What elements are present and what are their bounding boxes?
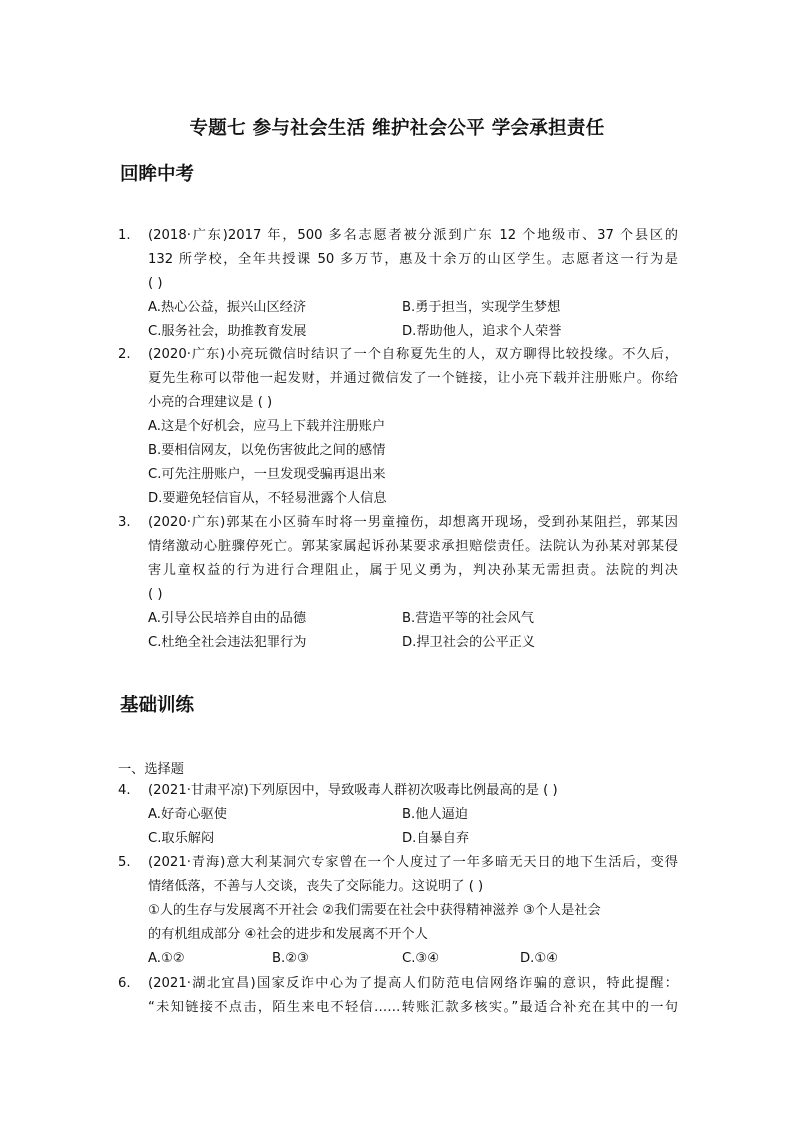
section-heading-basic-training: 基础训练 bbox=[120, 695, 195, 716]
option-d: D.①④ bbox=[520, 951, 558, 966]
option-a: A.①② bbox=[148, 951, 185, 966]
option-c: C.服务社会，助推教育发展 bbox=[148, 324, 307, 339]
option-b: B.②③ bbox=[272, 951, 309, 966]
option-a: A.好奇心驱使 bbox=[148, 807, 227, 822]
question-stem bbox=[148, 972, 678, 1020]
option-a: A.热心公益，振兴山区经济 bbox=[148, 300, 307, 315]
question-stem bbox=[148, 851, 678, 947]
options bbox=[148, 415, 678, 511]
question-6 bbox=[118, 972, 678, 1020]
question-2 bbox=[118, 343, 678, 511]
question-stem bbox=[148, 224, 678, 296]
option-a: A.这是个好机会，应马上下载并注册账户 bbox=[148, 419, 386, 434]
option-a: A.引导公民培养自由的品德 bbox=[148, 611, 307, 626]
question-4 bbox=[118, 779, 678, 851]
question-stem bbox=[148, 343, 678, 415]
question-number: 1. bbox=[118, 228, 131, 243]
option-d: D.帮助他人，追求个人荣誉 bbox=[402, 324, 562, 339]
answer-blank: ( ) bbox=[148, 587, 163, 602]
stem-line: (2020·广东)小亮玩微信时结识了一个自称夏先生的人，双方聊得比较投缘。不久后， bbox=[148, 347, 678, 362]
stem-line: 小亮的合理建议是 ( ) bbox=[148, 395, 273, 410]
option-d: D.捍卫社会的公平正义 bbox=[402, 635, 536, 650]
option-d: D.要避免轻信盲从，不轻易泄露个人信息 bbox=[148, 491, 387, 506]
stem-line: 132 所学校，全年共授课 50 多万节，惠及十余万的山区学生。志愿者这一行为是 bbox=[148, 252, 678, 267]
stem-line: (2021·甘肃平凉)下列原因中，导致吸毒人群初次吸毒比例最高的是 ( ) bbox=[148, 783, 558, 798]
question-3 bbox=[118, 511, 678, 655]
option-b: B.要相信网友，以免伤害彼此之间的感情 bbox=[148, 443, 386, 458]
stem-line: 夏先生称可以带他一起发财，并通过微信发了一个链接，让小亮下载并注册账户。你给 bbox=[148, 371, 678, 386]
question-1 bbox=[118, 224, 678, 344]
options bbox=[148, 947, 678, 971]
option-b: B.他人逼迫 bbox=[402, 807, 468, 822]
stem-line: (2021·湖北宜昌)国家反诈中心为了提高人们防范电信网络诈骗的意识，特此提醒： bbox=[148, 976, 678, 991]
option-c: C.杜绝全社会违法犯罪行为 bbox=[148, 635, 307, 650]
subsection-heading: 一、选择题 bbox=[118, 762, 184, 777]
question-number: 2. bbox=[118, 347, 131, 362]
stem-line: (2020·广东)郭某在小区骑车时将一男童撞伤，却想离开现场，受到孙某阻拦，郭某因 bbox=[148, 515, 678, 530]
question-5 bbox=[118, 851, 678, 971]
options bbox=[148, 803, 678, 851]
question-number: 3. bbox=[118, 515, 131, 530]
question-number: 4. bbox=[118, 783, 131, 798]
stem-line: ①人的生存与发展离不开社会 ②我们需要在社会中获得精神滋养 ③个人是社会 bbox=[148, 903, 601, 918]
question-number: 6. bbox=[118, 976, 131, 991]
option-b: B.营造平等的社会风气 bbox=[402, 611, 534, 626]
stem-line: 的有机组成部分 ④社会的进步和发展离不开个人 bbox=[148, 927, 428, 942]
page-title: 专题七 参与社会生活 维护社会公平 学会承担责任 bbox=[189, 118, 605, 139]
stem-line: (2018·广东)2017 年，500 多名志愿者被分派到广东 12 个地级市、37 个县区的 bbox=[148, 228, 678, 243]
question-stem bbox=[148, 779, 678, 803]
stem-line: 情绪激动心脏骤停死亡。郭某家属起诉孙某要求承担赔偿责任。法院认为孙某对郭某侵 bbox=[148, 539, 678, 554]
option-c: C.可先注册账户，一旦发现受骗再退出来 bbox=[148, 467, 386, 482]
question-stem bbox=[148, 511, 678, 607]
option-b: B.勇于担当，实现学生梦想 bbox=[402, 300, 561, 315]
option-c: C.取乐解闷 bbox=[148, 831, 215, 846]
stem-line: 情绪低落，不善与人交谈，丧失了交际能力。这说明了 ( ) bbox=[148, 879, 484, 894]
stem-line: 害儿童权益的行为进行合理阻止，属于见义勇为，判决孙某无需担责。法院的判决 bbox=[148, 563, 678, 578]
section-heading-review: 回眸中考 bbox=[120, 164, 195, 185]
answer-blank: ( ) bbox=[148, 276, 163, 291]
options bbox=[148, 607, 678, 655]
option-c: C.③④ bbox=[402, 951, 440, 966]
stem-line: (2021·青海)意大利某洞穴专家曾在一个人度过了一年多暗无天日的地下生活后，变得 bbox=[148, 855, 678, 870]
stem-line: “未知链接不点击，陌生来电不轻信……转账汇款多核实。”最适合补充在其中的一句 bbox=[148, 1000, 678, 1015]
question-number: 5. bbox=[118, 855, 131, 870]
options bbox=[148, 296, 678, 344]
option-d: D.自暴自弃 bbox=[402, 831, 470, 846]
